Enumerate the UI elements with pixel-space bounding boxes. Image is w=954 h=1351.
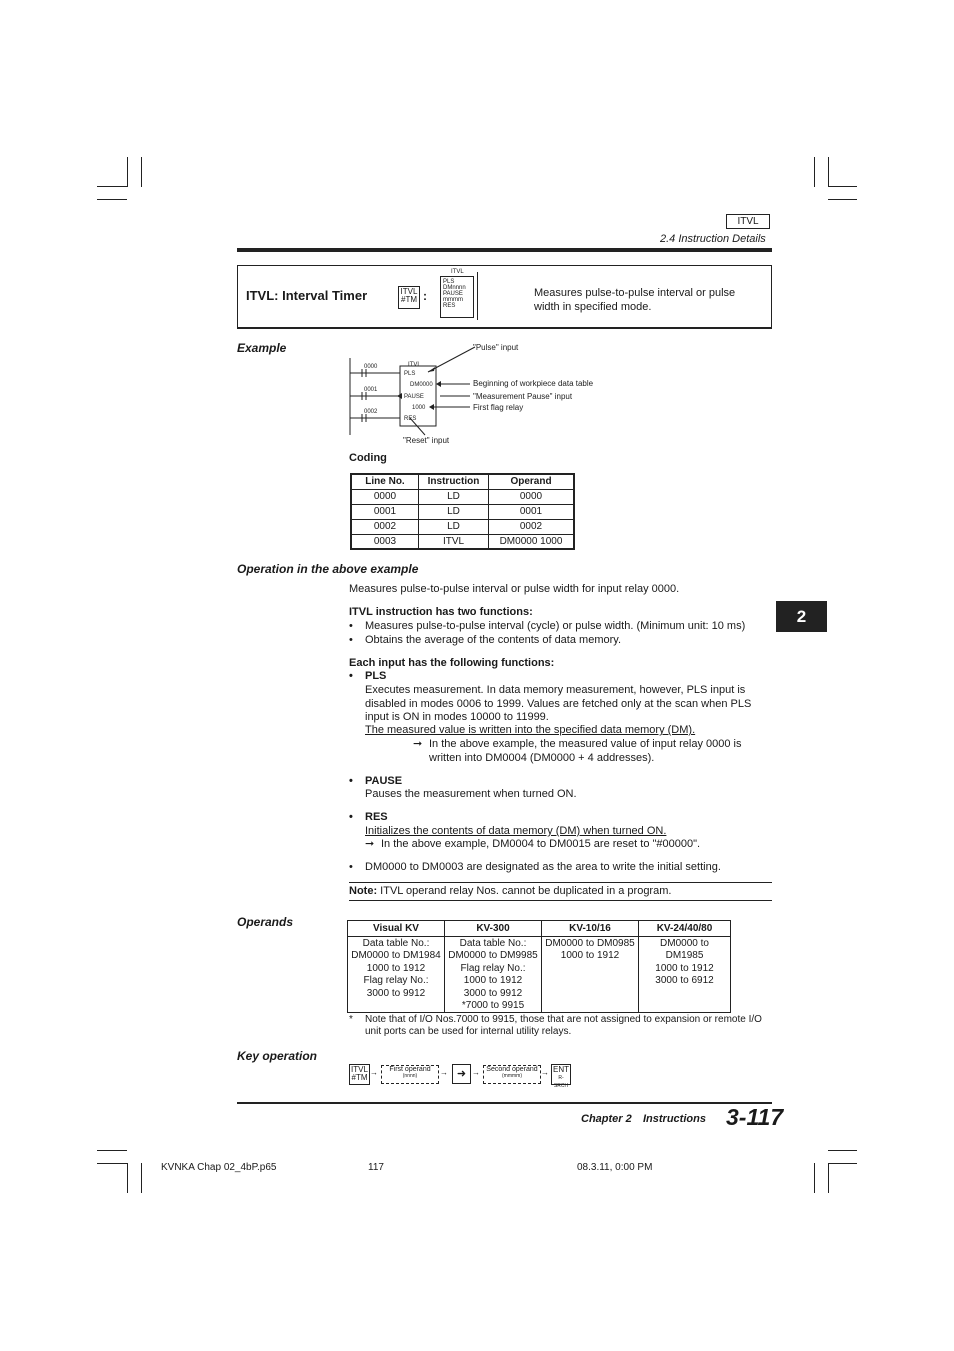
pause-text: Pauses the measurement when turned ON. bbox=[365, 788, 577, 800]
col-header: KV-300 bbox=[445, 921, 542, 937]
operands-table bbox=[347, 920, 731, 1013]
block-row: 1000 bbox=[412, 405, 426, 411]
block-row: PAUSE bbox=[404, 394, 424, 400]
instruction-title: ITVL: Interval Timer bbox=[246, 288, 368, 303]
reset-label: "Reset" input bbox=[403, 436, 450, 445]
note-text: ITVL operand relay Nos. cannot be duplicated in a program. bbox=[380, 885, 672, 897]
symbol-row-pause: PAUSE bbox=[443, 291, 463, 297]
ladder-diagram bbox=[340, 340, 640, 450]
symbol-row-res: RES bbox=[443, 303, 456, 309]
instruction-symbol: ITVL PLS DMnnnn PAUSE mmmm RES bbox=[440, 276, 474, 318]
itvl-key-icon: ITVL #TM bbox=[349, 1064, 370, 1085]
res-bullet: • bbox=[349, 811, 353, 823]
table-row: 0003 ITVL DM0000 1000 bbox=[351, 534, 574, 549]
note-rule-top bbox=[349, 882, 772, 883]
function-bullet: • bbox=[349, 620, 353, 632]
note bbox=[349, 885, 671, 899]
pause-name: PAUSE bbox=[365, 775, 403, 787]
first-operand-field: First operand (nnnn) bbox=[381, 1065, 439, 1084]
col-header: Instruction bbox=[419, 474, 489, 489]
table-row: 0001 LD 0001 bbox=[351, 504, 574, 519]
table-row: 0000 LD 0000 bbox=[351, 489, 574, 504]
pause-bullet: • bbox=[349, 775, 353, 787]
instruction-description: Measures pulse-to-pulse interval or pulse width in specified mode. bbox=[534, 287, 736, 313]
block-row: PLS bbox=[404, 371, 416, 377]
dm-note: DM0000 to DM0003 are designated as the area to write the initial setting. bbox=[365, 861, 721, 873]
pls-bullet: • bbox=[349, 670, 353, 682]
crop-mark bbox=[127, 1163, 128, 1193]
function-item: Measures pulse-to-pulse interval (cycle) or pulse width. (Minimum unit: 10 ms) bbox=[365, 620, 746, 632]
symbol-row-pls: PLS bbox=[443, 279, 455, 285]
flow-arrow-icon: → bbox=[541, 1068, 549, 1077]
crop-mark bbox=[141, 157, 142, 187]
contact-label: 0001 bbox=[364, 387, 378, 393]
arrow-icon: ➞ bbox=[365, 838, 375, 850]
crop-mark bbox=[127, 157, 128, 187]
coding-heading: Coding bbox=[349, 452, 387, 464]
chapter-tab: 2 bbox=[776, 601, 827, 632]
operands-heading: Operands bbox=[237, 915, 294, 929]
footnote-mark: * bbox=[349, 1014, 353, 1025]
itvl-key-icon: ITVL #TM bbox=[398, 286, 420, 309]
col-header: Operand bbox=[489, 474, 575, 489]
key-operation-heading: Key operation bbox=[237, 1049, 318, 1063]
pulse-label: "Pulse" input bbox=[473, 343, 519, 352]
crop-mark bbox=[828, 1163, 857, 1164]
header-tag: ITVL bbox=[726, 214, 770, 229]
crop-mark bbox=[828, 186, 857, 187]
symbol-bar bbox=[477, 272, 478, 320]
function-item: Obtains the average of the contents of data memory. bbox=[365, 634, 621, 646]
crop-mark bbox=[97, 199, 127, 200]
crop-mark bbox=[814, 157, 815, 187]
block-row: DM0000 bbox=[410, 382, 433, 388]
col-header: KV-10/16 bbox=[542, 921, 639, 937]
pls-arrow-text: In the above example, the measured value of input relay 0000 is written into DM0004 (DM0000 + 4 addresses). bbox=[429, 738, 742, 764]
arrow-key-icon: ➜ bbox=[452, 1064, 471, 1084]
col-header: Line No. bbox=[351, 474, 419, 489]
section-title: 2.4 Instruction Details bbox=[660, 233, 766, 245]
block-title: ITVL bbox=[408, 362, 421, 368]
ent-key-icon: ENT R-SRCH bbox=[553, 1065, 569, 1089]
dm-bullet: • bbox=[349, 861, 353, 873]
res-underline: Initializes the contents of data memory (DM) when turned ON. bbox=[365, 825, 667, 837]
crop-mark bbox=[828, 199, 857, 200]
example-heading: Example bbox=[237, 341, 287, 355]
header-rule bbox=[237, 248, 772, 252]
footer-chapter-title: Instructions bbox=[643, 1113, 706, 1125]
operation-intro: Measures pulse-to-pulse interval or pulse width for input relay 0000. bbox=[349, 583, 680, 595]
crop-mark bbox=[97, 1163, 128, 1164]
table-row: Data table No.: DM0000 to DM1984 1000 to 1912 Flag relay No.: 3000 to 9912 Data table No.: DM0000 to DM9985 Flag relay No.: 1000 to 1912 3000 to 9912 *7000 to 9915 DM0000 to DM0985 1000 to 1912 DM0000 to DM1985 1000 to 1912 3000 to 6912 bbox=[348, 937, 731, 1013]
operation-heading: Operation in the above example bbox=[237, 562, 419, 576]
flow-arrow-icon: → bbox=[370, 1068, 378, 1077]
table-row: 0002 LD 0002 bbox=[351, 519, 574, 534]
res-name: RES bbox=[365, 811, 388, 823]
crop-mark bbox=[828, 157, 829, 187]
crop-mark bbox=[828, 1163, 829, 1193]
note-rule-bottom bbox=[349, 900, 772, 901]
pls-underline: The measured value is written into the specified data memory (DM). bbox=[365, 724, 696, 736]
crop-mark bbox=[141, 1163, 142, 1193]
col-header: KV-24/40/80 bbox=[639, 921, 731, 937]
pls-text: Executes measurement. In data memory measurement, however, PLS input is disabled in modes 0006 to 1999. Values are fetched only at the scan when PLS input is ON in modes 10000 to 11999. bbox=[365, 684, 752, 723]
symbol-row-operand: mmmm bbox=[443, 297, 463, 303]
second-operand-field: Second operand (mmmm) bbox=[483, 1065, 541, 1084]
note-label: Note: bbox=[349, 885, 378, 897]
arrow-icon: ➞ bbox=[413, 738, 423, 750]
pause-label: "Measurement Pause" input bbox=[473, 392, 573, 401]
crop-mark bbox=[828, 1150, 857, 1151]
instruction-title-box bbox=[237, 265, 772, 329]
contact-label: 0002 bbox=[364, 409, 378, 415]
function-bullet: • bbox=[349, 634, 353, 646]
key-colon: : bbox=[423, 289, 427, 303]
inputs-heading: Each input has the following functions: bbox=[349, 657, 555, 669]
contact-label: 0000 bbox=[364, 364, 378, 370]
crop-mark bbox=[97, 186, 128, 187]
footer-rule bbox=[237, 1102, 772, 1104]
symbol-row-dm: DMnnnn bbox=[443, 285, 466, 291]
footer-chapter: Chapter 2 bbox=[581, 1113, 632, 1125]
functions-heading: ITVL instruction has two functions: bbox=[349, 606, 533, 618]
footnote: Note that of I/O Nos.7000 to 9915, those that are not assigned to expansion or remote I/O unit ports can be used for internal utility relays. bbox=[365, 1014, 762, 1037]
coding-table bbox=[350, 473, 575, 550]
slug-file: KVNKA Chap 02_4bP.p65 bbox=[161, 1162, 277, 1173]
flag-label: First flag relay bbox=[473, 403, 524, 412]
block-row: RES bbox=[404, 416, 417, 422]
res-arrow-text: In the above example, DM0004 to DM0015 are reset to "#00000". bbox=[381, 838, 701, 850]
page-number: 3-117 bbox=[726, 1104, 784, 1130]
flow-arrow-icon: → bbox=[440, 1068, 448, 1077]
slug-date: 08.3.11, 0:00 PM bbox=[577, 1162, 653, 1173]
col-header: Visual KV bbox=[348, 921, 445, 937]
slug-page: 117 bbox=[368, 1162, 384, 1173]
dm-label: Beginning of workpiece data table bbox=[473, 379, 594, 388]
pls-name: PLS bbox=[365, 670, 387, 682]
crop-mark bbox=[97, 1150, 127, 1151]
flow-arrow-icon: → bbox=[472, 1068, 480, 1077]
crop-mark bbox=[814, 1163, 815, 1193]
